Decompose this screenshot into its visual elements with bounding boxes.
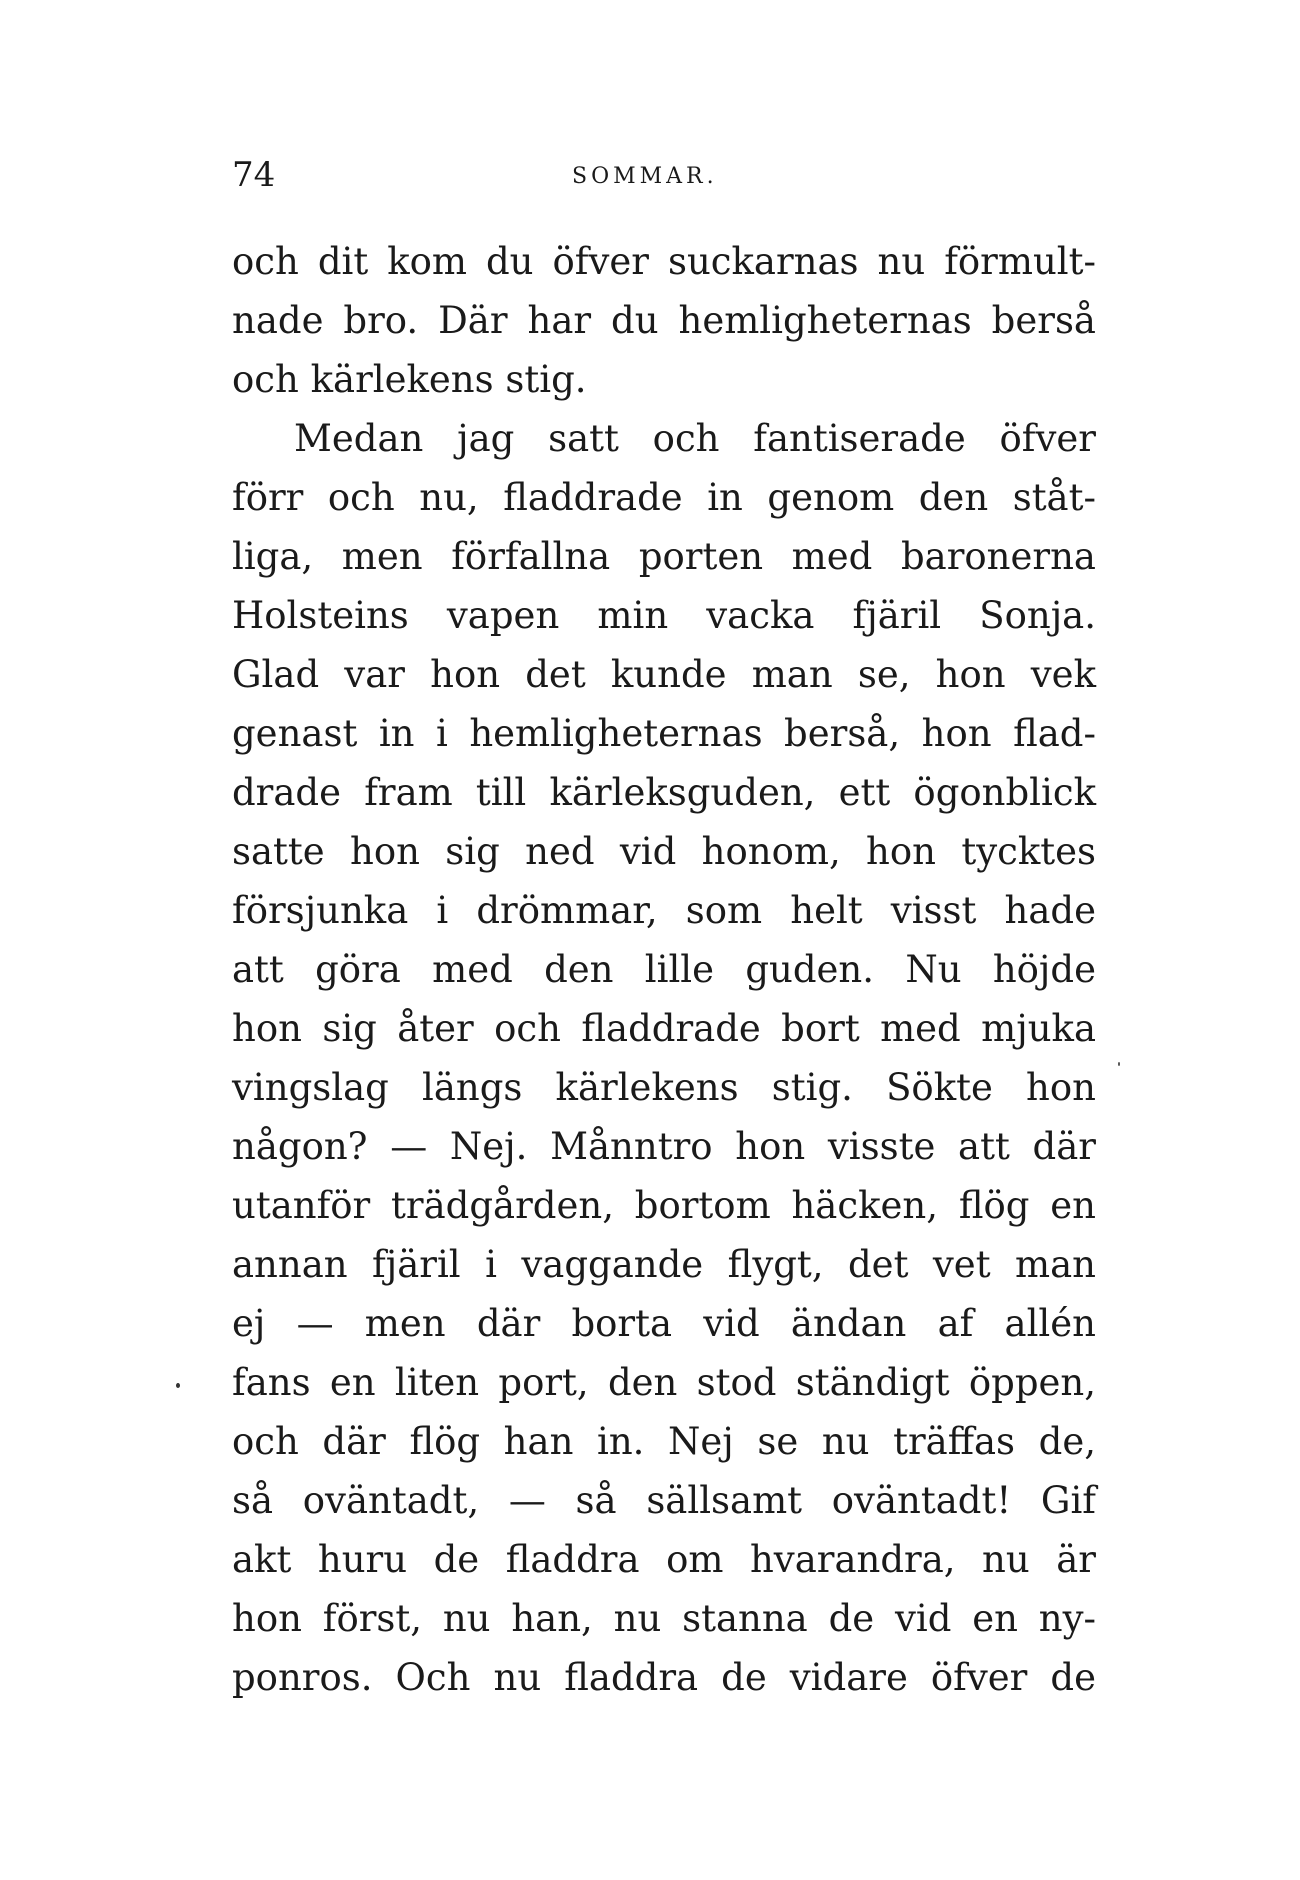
text-line: utanför trädgården, bortom häcken, flög en bbox=[232, 1184, 1096, 1227]
text-line: fans en liten port, den stod ständigt öppen, bbox=[232, 1361, 1096, 1404]
text-line: ej — men där borta vid ändan af allén bbox=[232, 1302, 1096, 1345]
text-line: att göra med den lille guden. Nu höjde bbox=[232, 948, 1096, 991]
text-line: och kärlekens stig. bbox=[232, 358, 587, 401]
scan-speck bbox=[1118, 1062, 1120, 1066]
text-line: Medan jag satt och fantiserade öfver bbox=[294, 417, 1096, 460]
page-header bbox=[232, 150, 1096, 200]
text-line: nade bro. Där har du hemligheternas berså bbox=[232, 299, 1096, 342]
text-line: annan fjäril i vaggande flygt, det vet man bbox=[232, 1243, 1096, 1286]
page-number: 74 bbox=[232, 155, 276, 195]
text-line: akt huru de fladdra om hvarandra, nu är bbox=[232, 1538, 1096, 1581]
text-line: så oväntadt, — så sällsamt oväntadt! Gif bbox=[232, 1479, 1096, 1522]
text-line: Holsteins vapen min vacka fjäril Sonja. bbox=[232, 594, 1096, 637]
text-line: genast in i hemligheternas berså, hon flad- bbox=[232, 712, 1096, 755]
text-line: satte hon sig ned vid honom, hon tycktes bbox=[232, 830, 1096, 873]
text-line: försjunka i drömmar, som helt visst hade bbox=[232, 889, 1096, 932]
scan-speck bbox=[176, 1383, 180, 1388]
text-line: någon? — Nej. Månntro hon visste att där bbox=[232, 1125, 1096, 1168]
text-line: vingslag längs kärlekens stig. Sökte hon bbox=[232, 1066, 1096, 1109]
body-text bbox=[232, 232, 1096, 1707]
text-line: hon sig åter och fladdrade bort med mjuka bbox=[232, 1007, 1096, 1050]
text-line: hon först, nu han, nu stanna de vid en ny- bbox=[232, 1597, 1096, 1640]
running-head: SOMMAR. bbox=[572, 164, 718, 189]
text-line: liga, men förfallna porten med baronerna bbox=[232, 535, 1096, 578]
text-line: Glad var hon det kunde man se, hon vek bbox=[232, 653, 1096, 696]
text-line: drade fram till kärleksguden, ett ögonblick bbox=[232, 771, 1096, 814]
text-line: ponros. Och nu fladdra de vidare öfver de bbox=[232, 1656, 1096, 1699]
text-line: och dit kom du öfver suckarnas nu förmult- bbox=[232, 240, 1096, 283]
text-line: förr och nu, fladdrade in genom den ståt- bbox=[232, 476, 1096, 519]
text-line: och där flög han in. Nej se nu träffas de, bbox=[232, 1420, 1096, 1463]
